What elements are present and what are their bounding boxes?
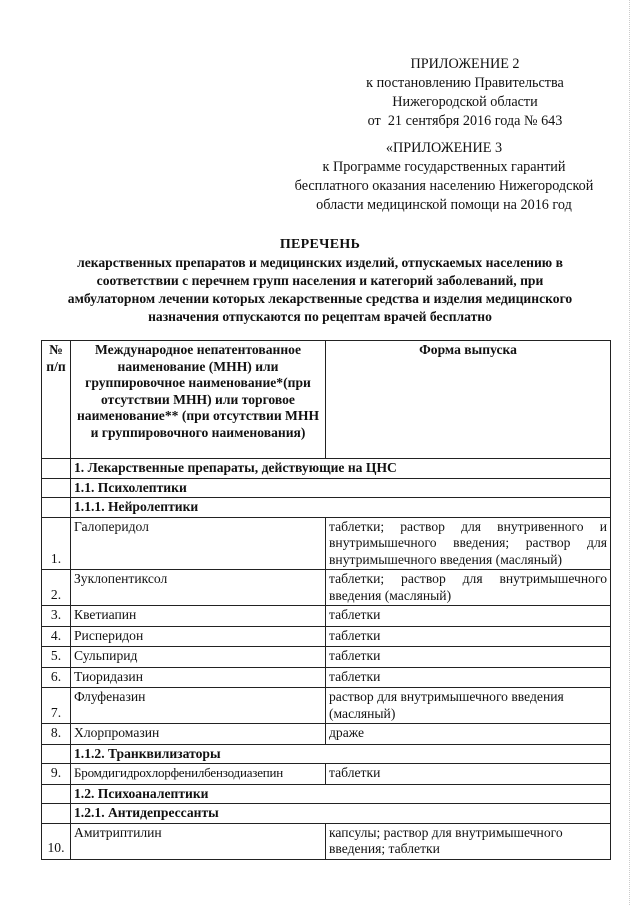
section-heading: 1.1.1. Нейролептики [71, 498, 611, 518]
scan-edge [629, 0, 640, 905]
row-name: Зуклопентиксол [71, 570, 326, 606]
row-form: таблетки; раствор для внутримышечного введения (масляный) [326, 570, 611, 606]
table-row [42, 570, 611, 606]
document-title: ПЕРЕЧЕНЬ [279, 237, 361, 252]
row-name: Галоперидол [71, 517, 326, 570]
appendix-2-date: от 21 сентября 2016 года № 643 [367, 113, 563, 129]
section-row [42, 498, 611, 518]
header-name: Международное непатентованное наименование (МНН) или группировочное наименование*(при отсутствии МНН) или торговое наименование** (при отсутствии МНН и группировочного наименования) [71, 341, 326, 459]
row-num: 6. [42, 667, 71, 688]
document-subtitle-line: лекарственных препаратов и медицинских изделий, отпускаемых населению в [77, 255, 563, 270]
table-row [42, 647, 611, 668]
section-row [42, 744, 611, 764]
row-num: 2. [42, 570, 71, 606]
table-header-row [42, 341, 611, 459]
row-name: Кветиапин [71, 606, 326, 627]
table-row [42, 606, 611, 627]
row-form: капсулы; раствор для внутримышечного введения; таблетки [326, 823, 611, 859]
row-num: 1. [42, 517, 71, 570]
row-name: Хлорпромазин [71, 724, 326, 745]
document-subtitle-line: соответствии с перечнем групп населения и категорий заболеваний, при [96, 273, 544, 288]
document-subtitle-line: назначения отпускаются по рецептам врачей бесплатно [148, 309, 492, 324]
appendix-3-title: «ПРИЛОЖЕНИЕ 3 [385, 140, 503, 156]
row-num: 9. [42, 764, 71, 785]
appendix-2-line: Нижегородской области [392, 94, 538, 110]
row-num: 7. [42, 688, 71, 724]
row-name: Бромдигидрохлорфенилбензодиазепин [71, 764, 326, 785]
section-row [42, 478, 611, 498]
section-heading: 1.1. Психолептики [71, 478, 611, 498]
appendix-3-block [258, 139, 630, 215]
drug-list-table [41, 340, 611, 860]
row-form: раствор для внутримышечного введения (масляный) [326, 688, 611, 724]
row-form: драже [326, 724, 611, 745]
row-num: 8. [42, 724, 71, 745]
table-row [42, 823, 611, 859]
row-form: таблетки [326, 626, 611, 647]
appendix-2-line: к постановлению Правительства [366, 75, 564, 91]
section-row [42, 459, 611, 479]
row-num: 10. [42, 823, 71, 859]
document-subtitle-line: амбулаторном лечении которых лекарственные средства и изделия медицинского [67, 291, 573, 306]
header-form: Форма выпуска [326, 341, 611, 459]
document-title-block [40, 236, 600, 326]
row-name: Сульпирид [71, 647, 326, 668]
section-heading: 1.2. Психоаналептики [71, 784, 611, 804]
row-name: Рисперидон [71, 626, 326, 647]
row-form: таблетки [326, 667, 611, 688]
appendix-3-line: к Программе государственных гарантий [322, 159, 566, 175]
row-name: Флуфеназин [71, 688, 326, 724]
appendix-2-block [300, 55, 630, 131]
appendix-3-line: области медицинской помощи на 2016 год [316, 197, 572, 213]
row-name: Тиоридазин [71, 667, 326, 688]
row-form: таблетки [326, 606, 611, 627]
section-heading: 1.1.2. Транквилизаторы [71, 744, 611, 764]
section-row [42, 804, 611, 824]
row-num: 3. [42, 606, 71, 627]
appendix-3-line: бесплатного оказания населению Нижегородской [294, 178, 594, 194]
appendix-2-title: ПРИЛОЖЕНИЕ 2 [410, 56, 520, 72]
row-form: таблетки; раствор для внутривенного и внутримышечного введения; раствор для внутримышечного введения (масляный) [326, 517, 611, 570]
row-form: таблетки [326, 647, 611, 668]
table-row [42, 724, 611, 745]
table-row [42, 626, 611, 647]
table-row [42, 517, 611, 570]
header-num: № п/п [42, 341, 71, 459]
section-row [42, 784, 611, 804]
section-heading: 1. Лекарственные препараты, действующие на ЦНС [71, 459, 611, 479]
table-row [42, 688, 611, 724]
table-row [42, 764, 611, 785]
table-row [42, 667, 611, 688]
row-num: 5. [42, 647, 71, 668]
section-heading: 1.2.1. Антидепрессанты [71, 804, 611, 824]
row-num: 4. [42, 626, 71, 647]
row-form: таблетки [326, 764, 611, 785]
row-name: Амитриптилин [71, 823, 326, 859]
